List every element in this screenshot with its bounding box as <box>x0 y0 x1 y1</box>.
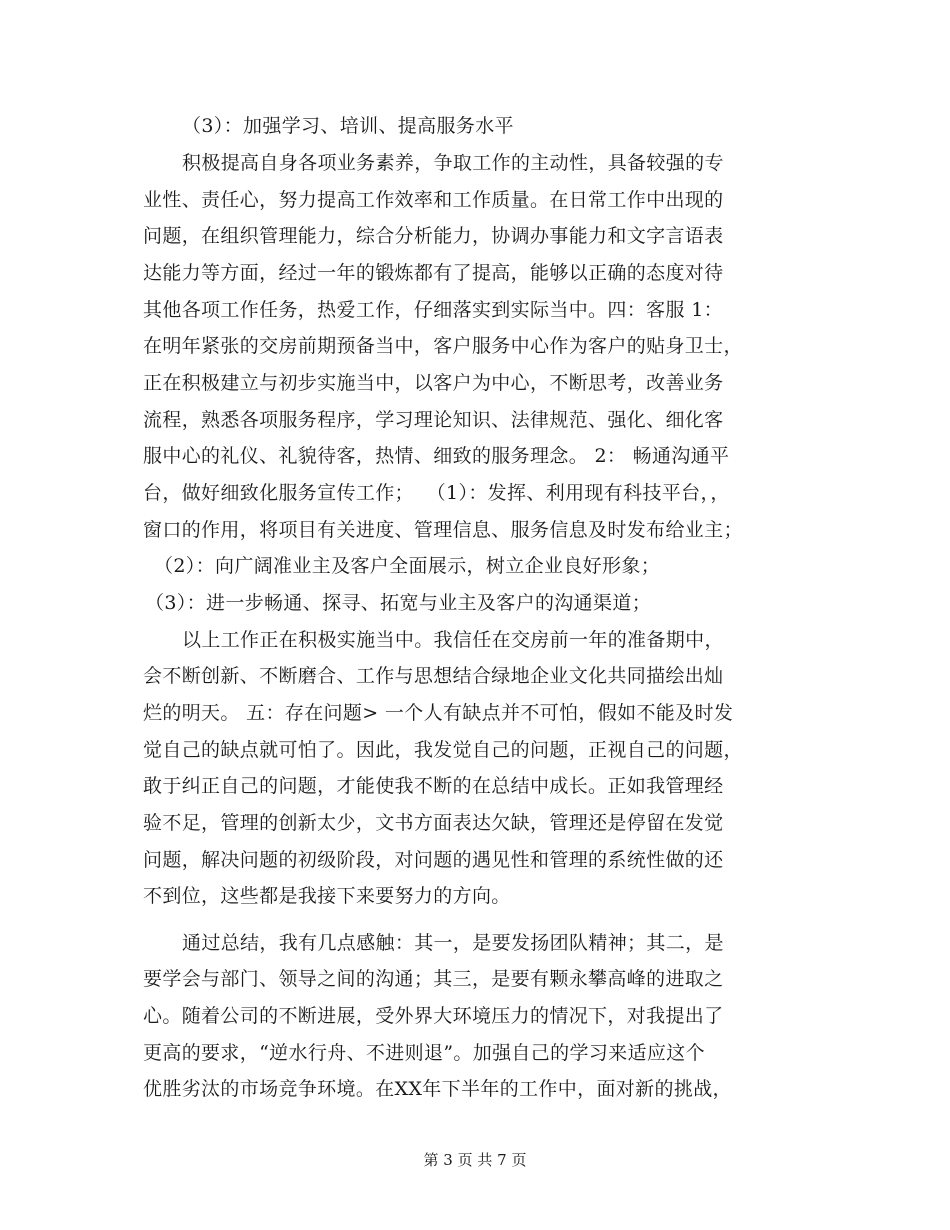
text-line: 更高的要求，“逆水行舟、不进则退”。加强自己的学习来适应这个 <box>143 1042 705 1064</box>
text-line: 通过总结，我有几点感触：其一，是要发扬团队精神；其二，是 <box>182 932 724 954</box>
text-line: 要学会与部门、领导之间的沟通；其三，是要有颗永攀高峰的进取之 <box>143 968 724 990</box>
text-line: （3）：加强学习、培训、提高服务水平 <box>182 115 514 137</box>
text-line: 不到位，这些都是我接下来要努力的方向。 <box>143 885 511 907</box>
text-line: 达能力等方面，经过一年的锻炼都有了提高，能够以正确的态度对待 <box>143 262 724 284</box>
text-line: 窗口的作用，将项目有关进度、管理信息、服务信息及时发布给业主； <box>143 519 743 541</box>
text-line: 业性、责任心，努力提高工作效率和工作质量。在日常工作中出现的 <box>143 189 724 211</box>
text-line: 烂的明天。 五：存在问题> 一个人有缺点并不可怕，假如不能及时发 <box>143 702 734 724</box>
page-number-footer: 第 3 页 共 7 页 <box>423 1151 527 1169</box>
text-line: 正在积极建立与初步实施当中，以客户为中心，不断思考，改善业务 <box>143 372 724 394</box>
text-line: 觉自己的缺点就可怕了。因此，我发觉自己的问题，正视自己的问题， <box>143 739 743 761</box>
text-line: 优胜劣汰的市场竞争环境。在XX年下半年的工作中，面对新的挑战， <box>143 1078 732 1100</box>
text-line: 问题，在组织管理能力，综合分析能力，协调办事能力和文字言语表 <box>143 225 724 247</box>
text-line: 以上工作正在积极实施当中。我信任在交房前一年的准备期中， <box>182 629 724 651</box>
text-line: 问题，解决问题的初级阶段，对问题的遇见性和管理的系统性做的还 <box>143 849 724 871</box>
text-line: 验不足，管理的创新太少，文书方面表达欠缺，管理还是停留在发觉 <box>143 812 724 834</box>
text-line: （2）：向广阔准业主及客户全面展示，树立企业良好形象； <box>154 555 661 577</box>
text-line: 流程，熟悉各项服务程序，学习理论知识、法律规范、强化、细化客 <box>143 409 724 431</box>
text-line: 心。随着公司的不断进展，受外界大环境压力的情况下，对我提出了 <box>143 1005 724 1027</box>
text-line: 服中心的礼仪、礼貌待客，热情、细致的服务理念。 2： 畅通沟通平 <box>143 445 730 467</box>
text-line: （3）：进一步畅通、探寻、拓宽与业主及客户的沟通渠道； <box>145 592 652 614</box>
text-line: 会不断创新、不断磨合、工作与思想结合绿地企业文化共同描绘出灿 <box>143 665 724 687</box>
text-line: 台，做好细致化服务宣传工作； （1）：发挥、利用现有科技平台，， <box>143 482 730 504</box>
text-line: 积极提高自身各项业务素养，争取工作的主动性，具备较强的专 <box>182 152 724 174</box>
text-line: 其他各项工作任务，热爱工作，仔细落实到实际当中。四：客服 1： <box>143 299 723 321</box>
text-line: 敢于纠正自己的问题，才能使我不断的在总结中成长。正如我管理经 <box>143 775 724 797</box>
text-line: 在明年紧张的交房前期预备当中，客户服务中心作为客户的贴身卫士， <box>143 335 743 357</box>
